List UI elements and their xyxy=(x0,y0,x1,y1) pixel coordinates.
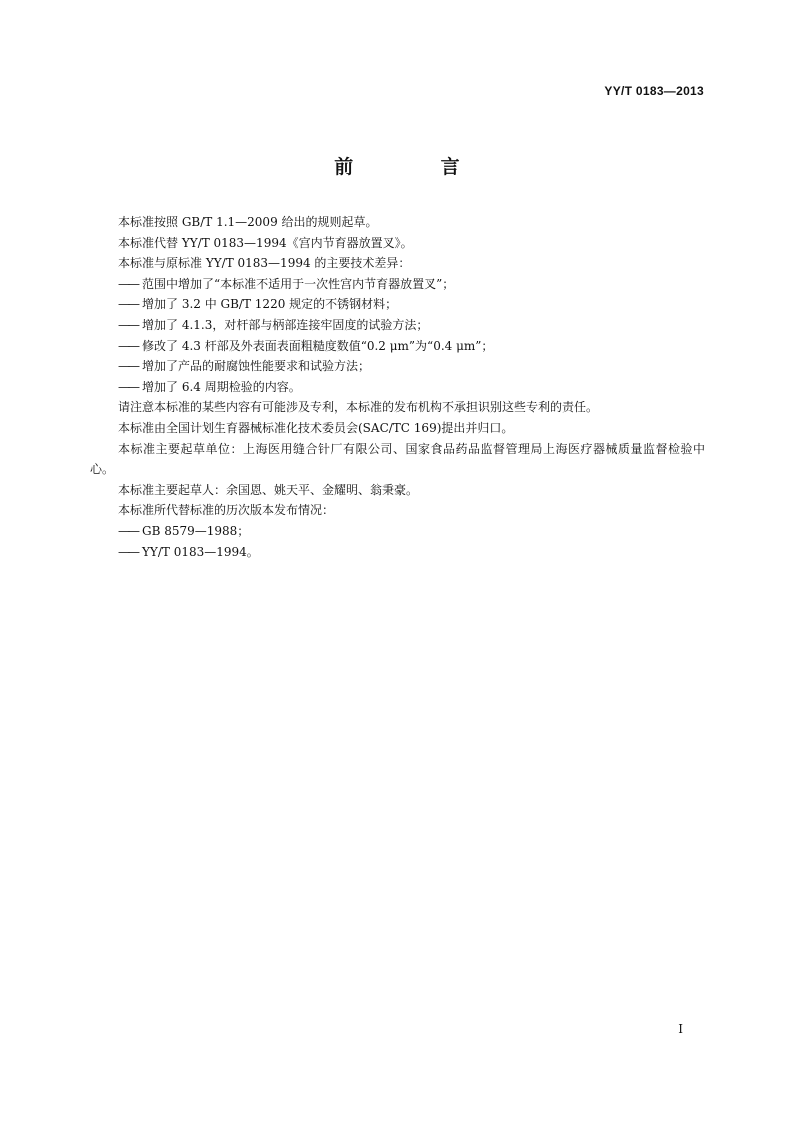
previous-editions-list xyxy=(90,521,705,562)
list-item-text: 增加了产品的耐腐蚀性能要求和试验方法； xyxy=(142,359,371,374)
page-number: I xyxy=(678,1022,683,1036)
dash-marker: —— xyxy=(118,276,138,291)
list-item xyxy=(90,356,705,377)
paragraph-drafting-units: 本标准主要起草单位：上海医用缝合针厂有限公司、国家食品药品监督管理局上海医疗器械质量监督检验中心。 xyxy=(90,441,705,477)
standard-code: YY/T 0183—2013 xyxy=(604,84,704,98)
dash-marker: —— xyxy=(118,338,138,353)
paragraph-proposed-by: 本标准由全国计划生育器械标准化技术委员会(SAC/TC 169)提出并归口。 xyxy=(118,420,514,435)
differences-list xyxy=(90,274,705,398)
paragraph-differences-intro: 本标准与原标准 YY/T 0183—1994 的主要技术差异： xyxy=(118,256,411,271)
list-item-text: 修改了 4.3 杆部及外表面表面粗糙度数值“0.2 μm”为“0.4 μm”； xyxy=(142,338,494,353)
dash-marker: —— xyxy=(118,379,138,394)
document-body xyxy=(90,212,705,562)
dash-marker: —— xyxy=(118,317,138,332)
dash-marker: —— xyxy=(118,297,138,312)
paragraph-drafting-rules: 本标准按照 GB/T 1.1—2009 给出的规则起草。 xyxy=(118,215,378,229)
list-item-text: GB 8579—1988； xyxy=(142,523,250,538)
paragraph-drafters: 本标准主要起草人：余国恩、姚天平、金耀明、翁秉豪。 xyxy=(118,482,419,497)
list-item xyxy=(90,336,705,357)
dash-marker: —— xyxy=(118,523,138,538)
paragraph-previous-editions-intro: 本标准所代替标准的历次版本发布情况： xyxy=(118,503,335,518)
list-item-text: 增加了 3.2 中 GB/T 1220 规定的不锈钢材料； xyxy=(142,297,398,312)
list-item xyxy=(90,294,705,315)
list-item-text: YY/T 0183—1994。 xyxy=(142,544,259,559)
dash-marker: —— xyxy=(118,544,138,559)
list-item xyxy=(90,542,705,563)
list-item xyxy=(90,315,705,336)
paragraph-replaces: 本标准代替 YY/T 0183—1994《宫内节育器放置叉》。 xyxy=(118,235,413,250)
list-item-text: 范围中增加了“本标准不适用于一次性宫内节育器放置叉”； xyxy=(142,276,455,291)
list-item xyxy=(90,274,705,295)
list-item xyxy=(90,521,705,542)
list-item xyxy=(90,377,705,398)
list-item-text: 增加了 6.4 周期检验的内容。 xyxy=(142,379,301,394)
dash-marker: —— xyxy=(118,359,138,374)
paragraph-patent-notice: 请注意本标准的某些内容有可能涉及专利，本标准的发布机构不承担识别这些专利的责任。 xyxy=(118,400,599,415)
list-item-text: 增加了 4.1.3，对杆部与柄部连接牢固度的试验方法； xyxy=(142,317,429,332)
page-title: 前 言 xyxy=(334,156,494,178)
